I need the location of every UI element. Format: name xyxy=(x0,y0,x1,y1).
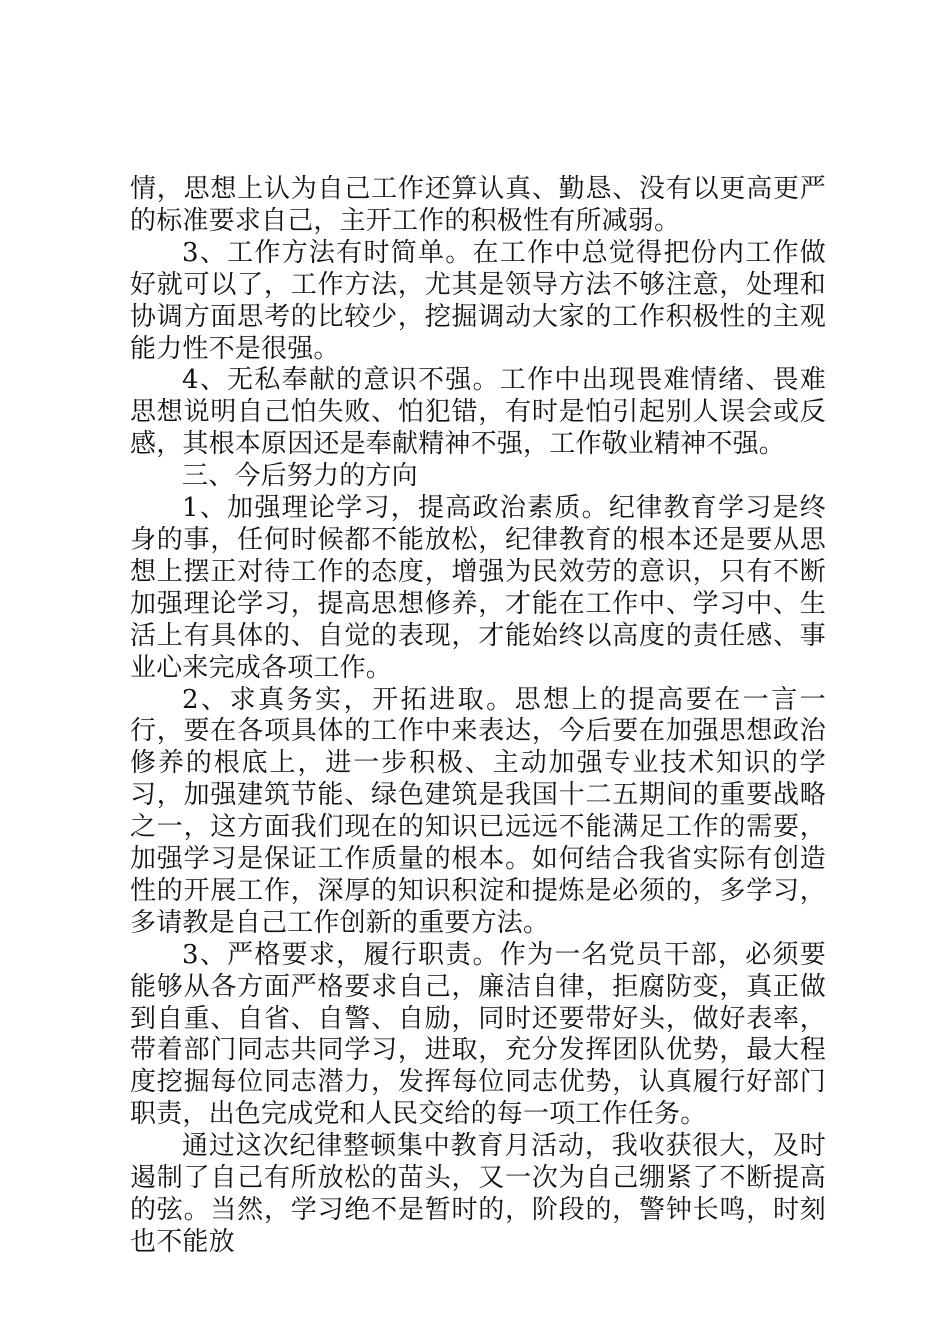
paragraph-point-4-dedication: 4、无私奉献的意识不强。工作中出现畏难情绪、畏难思想说明自己怕失败、怕犯错，有时是怕引起别人误会或反感，其根本原因还是奉献精神不强，工作敬业精神不强。 xyxy=(130,365,826,460)
paragraph-direction-3-strict-requirements: 3、严格要求，履行职责。作为一名党员干部，必须要能够从各方面严格要求自己，廉洁自律，拒腐防变，真正做到自重、自省、自警、自励，同时还要带好头，做好表率，带着部门同志共同学习，进取，充分发挥团队优势，最大程度挖掘每位同志潜力，发挥每位同志优势，认真履行好部门职责，出色完成党和人民交给的每一项工作任务。 xyxy=(130,939,826,1130)
section-heading-future-direction: 三、今后努力的方向 xyxy=(182,461,418,492)
paragraph-conclusion: 通过这次纪律整顿集中教育月活动，我收获很大，及时遏制了自己有所放松的苗头，又一次为自己绷紧了不断提高的弦。当然，学习绝不是暂时的，阶段的，警钟长鸣，时刻也不能放 xyxy=(130,1131,826,1257)
document-body xyxy=(130,174,826,1259)
paragraph-point-3-work-method: 3、工作方法有时简单。在工作中总觉得把份内工作做好就可以了，工作方法，尤其是领导方法不够注意，处理和协调方面思考的比较少，挖掘调动大家的工作积极性的主观能力性不是很强。 xyxy=(130,237,826,364)
paragraph-direction-1-theory-study: 1、加强理论学习，提高政治素质。纪律教育学习是终身的事，任何时候都不能放松，纪律教育的根本还是要从思想上摆正对待工作的态度，增强为民效劳的意识，只有不断加强理论学习，提高思想修养，才能在工作中、学习中、生活上有具体的、自觉的表现，才能始终以高度的责任感、事业心来完成各项工作。 xyxy=(130,493,826,683)
paragraph-direction-2-pragmatic: 2、求真务实，开拓进取。思想上的提高要在一言一行，要在各项具体的工作中来表达，今后要在加强思想政治修养的根底上，进一步积极、主动加强专业技术知识的学习，加强建筑节能、绿色建筑是我国十二五期间的重要战略之一，这方面我们现在的知识已远远不能满足工作的需要，加强学习是保证工作质量的根本。如何结合我省实际有创造性的开展工作，深厚的知识积淀和提炼是必须的，多学习，多请教是自己工作创新的重要方法。 xyxy=(130,684,826,938)
paragraph-continuation: 情，思想上认为自己工作还算认真、勤恳、没有以更高更严的标准要求自己，主开工作的积极性有所减弱。 xyxy=(130,174,826,236)
